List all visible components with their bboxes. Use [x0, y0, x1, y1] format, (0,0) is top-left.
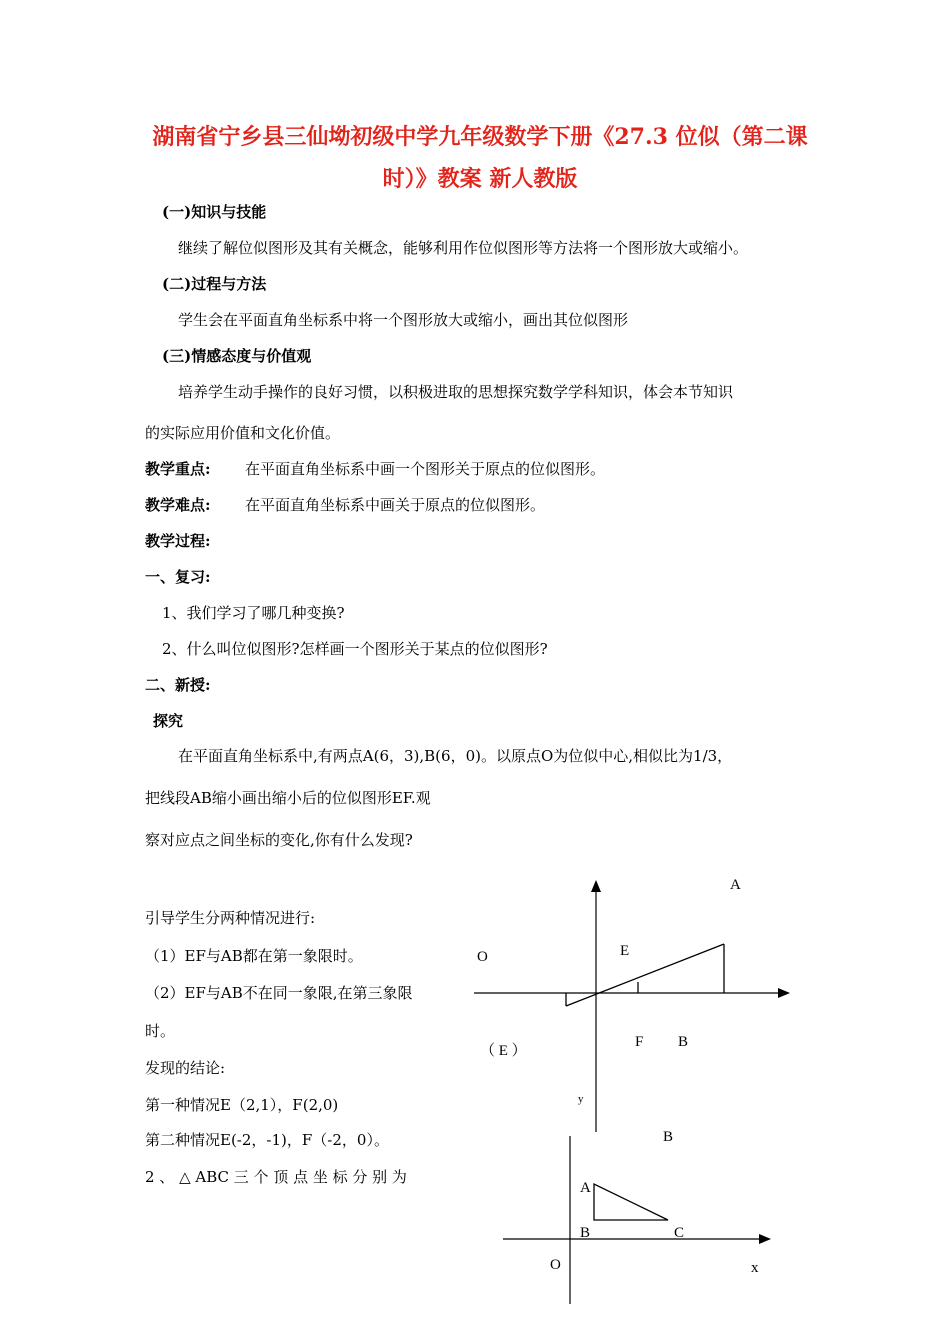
process-heading: (二)过程与方法	[162, 275, 267, 293]
guide-case-2a: （2）EF与AB不在同一象限,在第三象限	[145, 984, 413, 1002]
explore-line-2: 把线段AB缩小画出缩小后的位似图形EF.观	[145, 789, 431, 807]
guide-finding: 发现的结论:	[145, 1059, 226, 1077]
key-point-label: 教学重点:	[145, 460, 211, 478]
figure-2-x-arrow-icon	[759, 1234, 771, 1244]
figure-2-label-a: A	[580, 1180, 591, 1196]
guide-result-2: 第二种情况E(-2，-1)，F（-2，0）。	[145, 1131, 389, 1149]
figure-1-label-y: y	[578, 1093, 584, 1105]
figure-1-y-arrow-icon	[591, 880, 601, 892]
figure-2-label-b-top: B	[663, 1129, 674, 1145]
key-point-text: 在平面直角坐标系中画一个图形关于原点的位似图形。	[245, 460, 606, 478]
difficulty-text: 在平面直角坐标系中画关于原点的位似图形。	[245, 496, 546, 514]
explore-line-3: 察对应点之间坐标的变化,你有什么发现?	[145, 831, 413, 849]
figure-1-label-e: E	[620, 943, 630, 959]
process-text: 学生会在平面直角坐标系中将一个图形放大或缩小，画出其位似图形	[178, 311, 629, 329]
review-q1: 1、我们学习了哪几种变换?	[162, 604, 345, 622]
figure-2-label-c: C	[674, 1225, 685, 1241]
figure-1-x-arrow-icon	[778, 988, 790, 998]
figure-2-label-o: O	[550, 1257, 561, 1273]
guide-case-2b: 时。	[145, 1022, 176, 1040]
page-title: 湖南省宁乡县三仙坳初级中学九年级数学下册《27.3 位似（第二课时）》教案 新人教版	[152, 124, 808, 192]
figure-2-diagram	[495, 1122, 785, 1312]
emotion-text-1: 培养学生动手操作的良好习惯，以积极进取的思想探究数学学科知识，体会本节知识	[178, 383, 734, 401]
figure-1-label-o: O	[477, 949, 488, 965]
figure-1-diagram	[470, 870, 800, 1135]
knowledge-heading: (一)知识与技能	[162, 203, 267, 221]
emotion-heading: (三)情感态度与价值观	[162, 347, 312, 365]
figure-1-label-e-paren: （ E ）	[480, 1043, 527, 1059]
figure-2-label-x: x	[751, 1260, 759, 1276]
explore-label: 探究	[153, 712, 184, 730]
figure-1-line-oa	[566, 944, 724, 1006]
guide-intro: 引导学生分两种情况进行:	[145, 909, 316, 927]
new-lesson-heading: 二、新授:	[145, 676, 211, 694]
figure-2-triangle-abc	[594, 1184, 668, 1220]
guide-case-1: （1）EF与AB都在第一象限时。	[145, 947, 363, 965]
figure-1-label-f: F	[635, 1034, 644, 1050]
process-label: 教学过程:	[145, 532, 211, 550]
review-heading: 一、复习:	[145, 568, 211, 586]
figure-1-label-a: A	[730, 877, 741, 893]
knowledge-text: 继续了解位似图形及其有关概念，能够利用作位似图形等方法将一个图形放大或缩小。	[178, 239, 749, 257]
emotion-text-2: 的实际应用价值和文化价值。	[145, 424, 341, 442]
figure-2-label-b: B	[580, 1225, 591, 1241]
guide-result-1: 第一种情况E（2,1），F(2,0)	[145, 1096, 339, 1114]
review-q2: 2、什么叫位似图形?怎样画一个图形关于某点的位似图形?	[162, 640, 548, 658]
guide-task-2: 2 、 △ ABC 三 个 顶 点 坐 标 分 别 为	[145, 1168, 407, 1186]
difficulty-label: 教学难点:	[145, 496, 211, 514]
figure-1-label-b: B	[678, 1034, 689, 1050]
explore-line-1: 在平面直角坐标系中,有两点A(6，3),B(6，0)。以原点O为位似中心,相似比为1/3，	[178, 747, 733, 765]
